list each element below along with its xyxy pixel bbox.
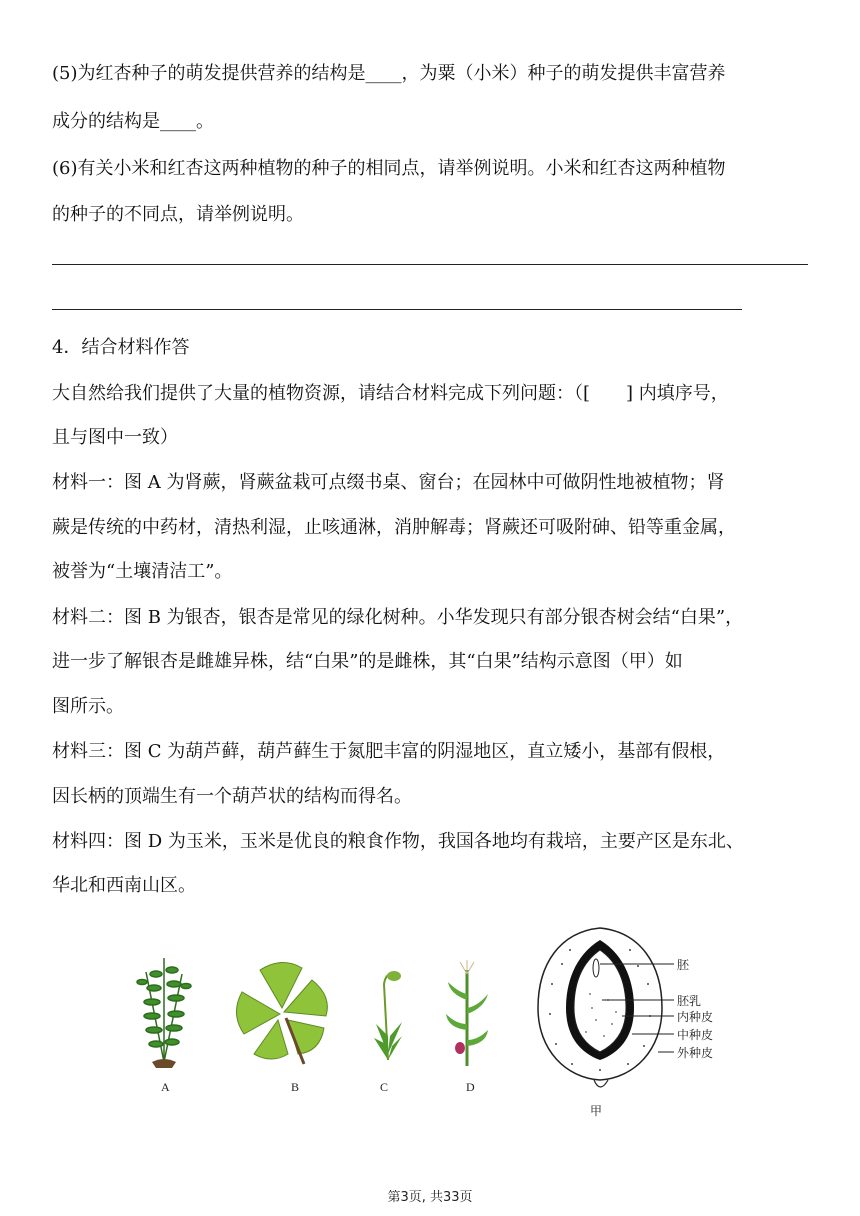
material1-line-1: 材料一：图 A 为肾蕨，肾蕨盆栽可点缀书桌、窗台；在园林中可做阴性地被植物；肾 (52, 472, 725, 493)
material2-line-1: 材料二：图 B 为银杏，银杏是常见的绿化树种。小华发现只有部分银杏树会结“白果”， (52, 607, 744, 628)
q4-intro-line-2: 且与图中一致） (52, 427, 178, 448)
material1-line-2: 蕨是传统的中药材，清热利湿，止咳通淋，消肿解毒；肾蕨还可吸附砷、铅等重金属， (52, 517, 736, 538)
q5-line-2: 成分的结构是____。 (52, 111, 214, 132)
seed-label-embryo: 胚 (677, 958, 690, 972)
q4-intro-line-1: 大自然给我们提供了大量的植物资源，请结合材料完成下列问题：（[ ] 内填序号， (52, 383, 729, 404)
q4-title: 4．结合材料作答 (52, 337, 190, 358)
material2-line-2: 进一步了解银杏是雌雄异株，结“白果”的是雌株，其“白果”结构示意图（甲）如 (52, 651, 683, 672)
plant-label-d: D (466, 1080, 475, 1094)
q6-line-2: 的种子的不同点，请举例说明。 (52, 204, 304, 225)
seed-diagram-caption: 甲 (590, 1104, 603, 1118)
seed-label-outer-coat: 外种皮 (677, 1046, 714, 1060)
plant-label-b: B (291, 1080, 300, 1094)
material3-line-1: 材料三：图 C 为葫芦藓，葫芦藓生于氮肥丰富的阴湿地区，直立矮小，基部有假根， (52, 741, 726, 762)
answer-line-1[interactable] (52, 264, 808, 265)
seed-label-middle-coat: 中种皮 (677, 1028, 714, 1042)
q5-line-1: (5)为红杏种子的萌发提供营养的结构是____，为粟（小米）种子的萌发提供丰富营养 (52, 63, 726, 84)
corn-plant-illustration (444, 960, 490, 1070)
seed-label-endosperm: 胚乳 (677, 994, 702, 1008)
q6-line-1: (6)有关小米和红杏这两种植物的种子的相同点，请举例说明。小米和红杏这两种植物 (52, 158, 726, 179)
material4-line-1: 材料四：图 D 为玉米，玉米是优良的粮食作物，我国各地均有栽培，主要产区是东北、 (52, 831, 744, 852)
ginkgo-plant-illustration (232, 958, 338, 1070)
fern-plant-illustration (132, 952, 196, 1072)
answer-line-2[interactable] (52, 309, 742, 310)
moss-plant-illustration (368, 964, 408, 1068)
material1-line-3: 被誉为“土壤清洁工”。 (52, 561, 233, 582)
material4-line-2: 华北和西南山区。 (52, 875, 196, 896)
seed-label-inner-coat: 内种皮 (677, 1010, 714, 1024)
ginkgo-seed-diagram (530, 924, 670, 1094)
page-number: 第3页, 共33页 (387, 1190, 473, 1205)
plant-label-a: A (161, 1080, 170, 1094)
plant-label-c: C (380, 1080, 389, 1094)
material3-line-2: 因长柄的顶端生有一个葫芦状的结构而得名。 (52, 786, 412, 807)
material2-line-3: 图所示。 (52, 696, 124, 717)
